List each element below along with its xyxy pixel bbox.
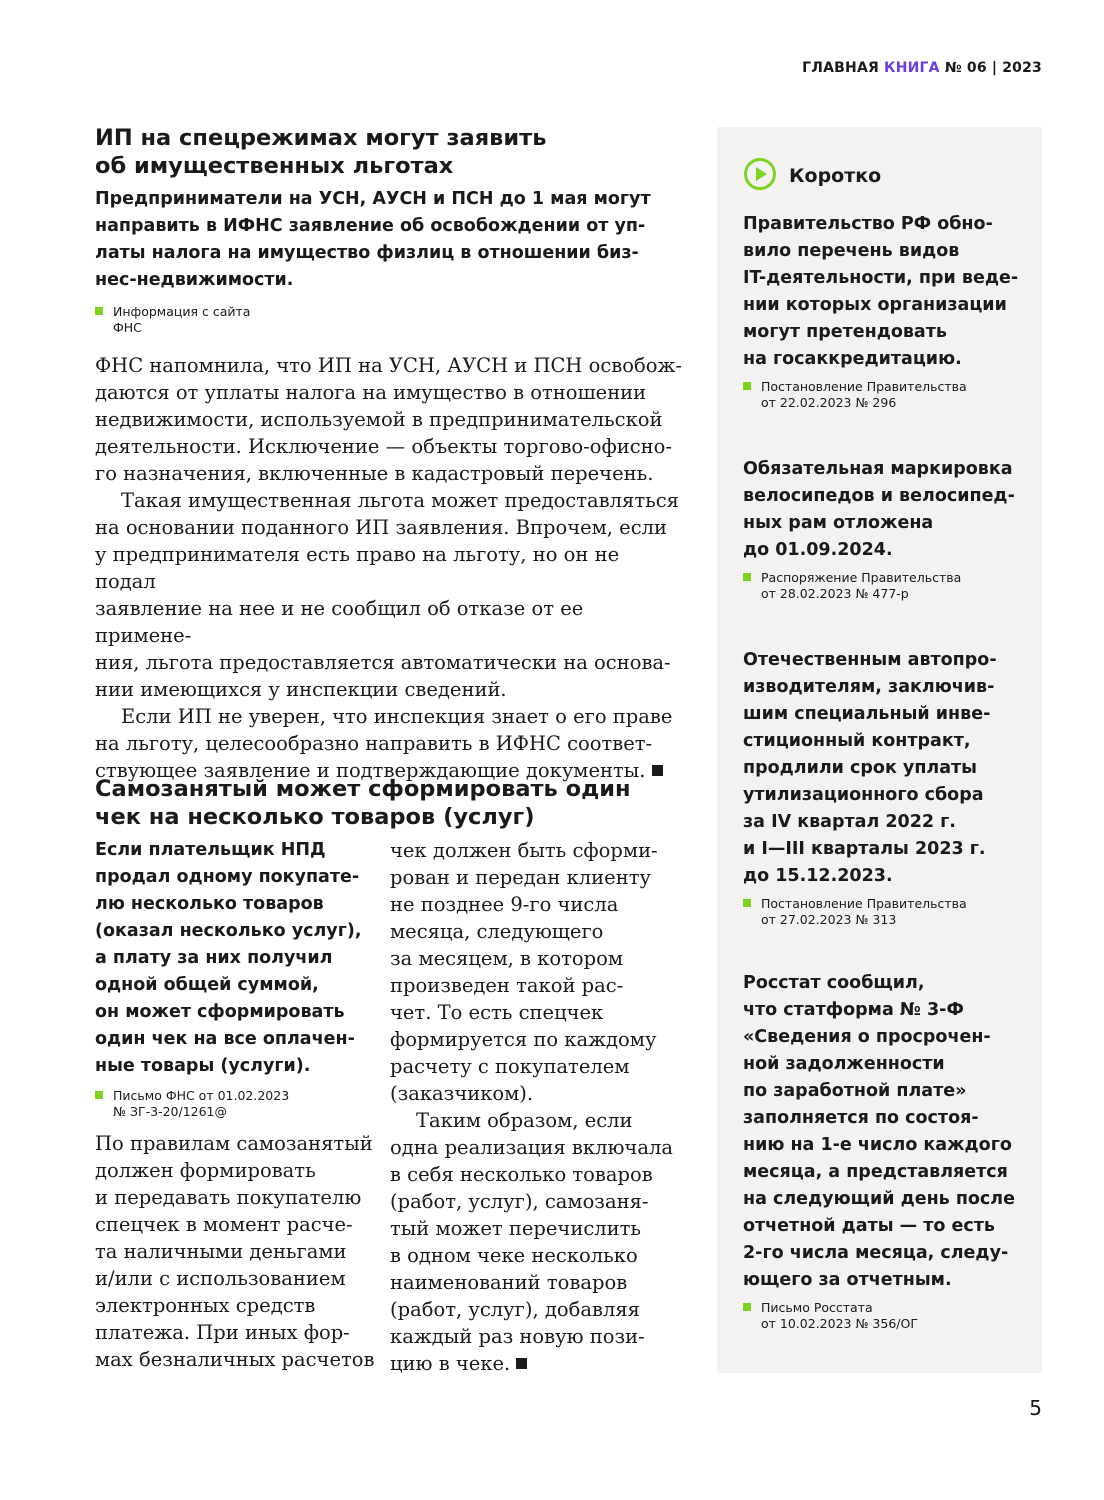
sidebar-item-text: Правительство РФ обно- вило перечень видов IT-деятельности, при веде- нии которых организации могут претендовать на госаккредитацию.: [743, 214, 1019, 369]
magazine-name-part1: ГЛАВНАЯ: [802, 60, 879, 76]
issue-number: № 06 | 2023: [944, 60, 1042, 76]
sidebar-item-source: Письмо Росстата от 10.02.2023 № 356/ОГ: [743, 1300, 1033, 1332]
article-1: [95, 124, 685, 784]
article-1-source: Информация с сайта ФНС: [95, 304, 685, 336]
sidebar-item-source: Распоряжение Правительства от 28.02.2023 № 477-р: [743, 570, 1033, 602]
article-2-right-column: [390, 837, 690, 1377]
article-1-lead: Предприниматели на УСН, АУСН и ПСН до 1 мая могут направить в ИФНС заявление об освобождении от уп- латы налога на имущество физлиц в отношении биз- нес-недвижимости.: [95, 189, 651, 290]
article-1-title: ИП на спецрежимах могут заявить об имущественных льготах: [95, 125, 547, 179]
sidebar-briefly: [717, 127, 1042, 1373]
green-square-icon: [95, 1091, 103, 1099]
article-2-title: Самозанятый может сформировать один чек на несколько товаров (услуг): [95, 776, 631, 830]
sidebar-item-source: Постановление Правительства от 27.02.2023 № 313: [743, 896, 1033, 928]
magazine-name-part2: КНИГА: [884, 60, 940, 76]
article-2-left-column: [95, 837, 375, 1373]
play-circle-icon: [743, 157, 777, 195]
sidebar-item: [743, 647, 1033, 928]
article-1-paragraph-3: Если ИП не уверен, что инспекция знает о его праве на льготу, целесообразно направить в ИФНС соответ- ствующее заявление и подтверждающие документы.: [95, 705, 673, 782]
sidebar-header: [743, 157, 881, 195]
sidebar-item-text: Отечественным автопро- изводителям, заключив- шим специальный инве- стиционный контракт, продлили срок уплаты утилизационного сбора за IV квартал 2022 г. и I—III кварталы 2023 г. до 15.12.2023.: [743, 650, 997, 886]
magazine-header: [802, 60, 1042, 76]
green-square-icon: [743, 573, 751, 581]
sidebar-item-text: Росстат сообщил, что статформа № 3-Ф «Сведения о просрочен- ной задолженности по заработной плате» заполняется по состоя- нию на 1-е число каждого месяца, а представляется на следующий день после отчетной даты — то есть 2-го числа месяца, следу- ющего за отчетным.: [743, 973, 1015, 1290]
green-square-icon: [743, 382, 751, 390]
sidebar-item: [743, 456, 1033, 602]
sidebar-item-text: Обязательная маркировка велосипедов и велосипед- ных рам отложена до 01.09.2024.: [743, 459, 1015, 560]
sidebar-title: Коротко: [789, 165, 882, 187]
end-mark-icon: [516, 1358, 527, 1369]
sidebar-item-source: Постановление Правительства от 22.02.2023 № 296: [743, 379, 1033, 411]
green-square-icon: [743, 1303, 751, 1311]
page-number: 5: [1029, 1396, 1042, 1420]
article-1-paragraph-1: ФНС напомнила, что ИП на УСН, АУСН и ПСН освобож- даются от уплаты налога на имущество в отношении недвижимости, используемой в предпринимательской деятельности. Исключение — объекты торгово-офисно- го назначения, включенные в кадастровый перечень.: [95, 354, 682, 485]
article-2-right-paragraph-1: чек должен быть сформи- рован и передан клиенту не позднее 9-го числа месяца, следующего за месяцем, в котором произведен такой рас- чет. То есть спецчек формируется по каждому расчету с покупателем (заказчиком).: [390, 839, 658, 1105]
article-2-left-body: По правилам самозанятый должен формировать и передавать покупателю спецчек в момент расче- та наличными деньгами и/или с использованием электронных средств платежа. При иных фор- мах безналичных расчетов: [95, 1132, 375, 1371]
green-square-icon: [743, 899, 751, 907]
sidebar-item: [743, 970, 1033, 1332]
article-2-heading: [95, 775, 695, 831]
green-square-icon: [95, 307, 103, 315]
article-1-paragraph-2: Такая имущественная льгота может предоставляться на основании поданного ИП заявления. Впрочем, если у предпринимателя есть право на льготу, но он не подал заявление на нее и не сообщил об отказе от ее примене- ния, льгота предоставляется автоматически на основа- нии имеющихся у инспекции сведений.: [95, 489, 679, 701]
article-2-lead: Если плательщик НПД продал одному покупате- лю несколько товаров (оказал несколько услуг), а плату за них получил одной общей суммой, он может сформировать один чек на все оплачен- ные товары (услуги).: [95, 840, 362, 1076]
article-2-source: Письмо ФНС от 01.02.2023 № ЗГ-3-20/1261@: [95, 1088, 375, 1120]
sidebar-item: [743, 211, 1033, 411]
article-2-right-paragraph-2: Таким образом, если одна реализация включала в себя несколько товаров (работ, услуг), самозаня- тый может перечислить в одном чеке несколько наименований товаров (работ, услуг), добавляя каждый раз новую пози- цию в чеке.: [390, 1109, 673, 1375]
